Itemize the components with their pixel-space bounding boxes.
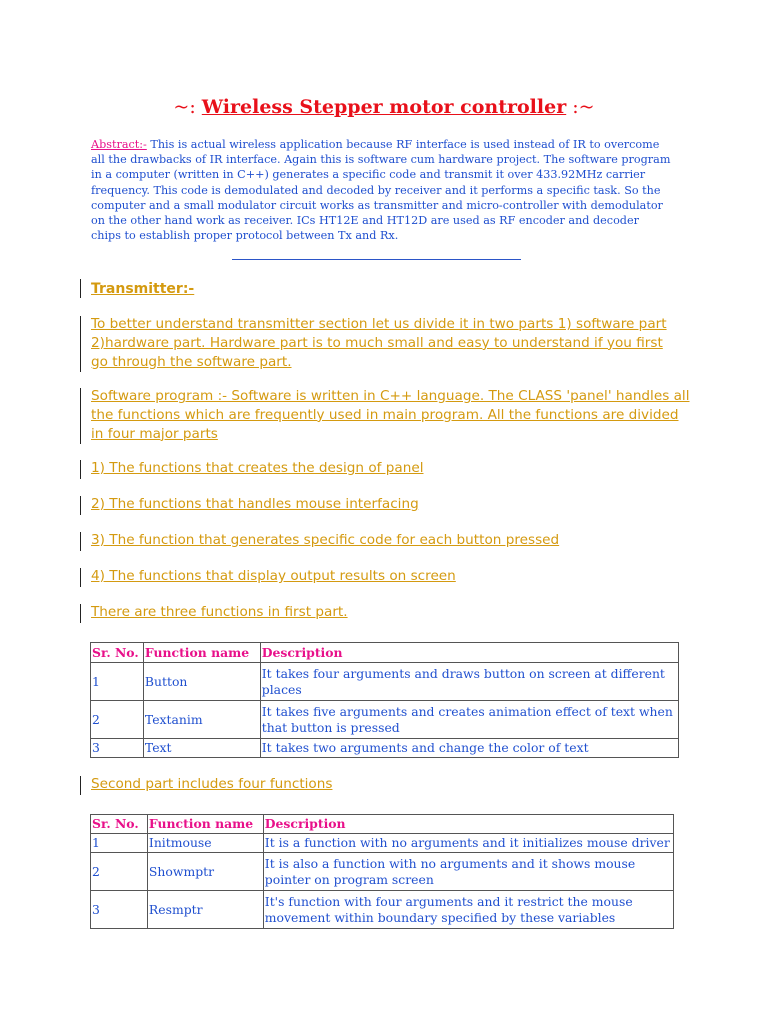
cell-sr-no: 2 <box>91 701 144 739</box>
cell-description: It takes five arguments and creates animation effect of text when that button is pressed <box>260 701 678 739</box>
cell-sr-no: 3 <box>91 891 148 929</box>
header-sr-no: Sr. No. <box>91 815 148 834</box>
table-header-row <box>91 815 674 834</box>
paragraph-marker <box>80 532 81 551</box>
paragraph-marker <box>80 568 81 587</box>
cell-function-name: Button <box>143 663 260 701</box>
paragraph-marker <box>80 316 81 372</box>
cell-sr-no: 3 <box>91 739 144 758</box>
abstract-paragraph <box>91 137 671 243</box>
software-program-paragraph: Software program :- Software is written in C++ language. The CLASS 'panel' handles all the functions which are frequently used in main program. All the functions are divided in four major parts <box>91 388 690 442</box>
cell-sr-no: 1 <box>91 834 148 853</box>
header-description: Description <box>263 815 673 834</box>
cell-function-name: Textanim <box>143 701 260 739</box>
section-divider <box>232 259 521 260</box>
first-part-functions-table <box>90 642 679 758</box>
table-row <box>91 701 679 739</box>
first-part-intro: There are three functions in first part. <box>91 604 348 620</box>
header-function-name: Function name <box>147 815 263 834</box>
header-sr-no: Sr. No. <box>91 643 144 663</box>
cell-function-name: Text <box>143 739 260 758</box>
abstract-label: Abstract:- <box>91 138 147 151</box>
title-prefix: ~: <box>173 96 202 118</box>
document-title <box>0 94 768 120</box>
cell-sr-no: 2 <box>91 853 148 891</box>
paragraph-marker <box>80 776 81 795</box>
second-part-intro: Second part includes four functions <box>91 776 333 792</box>
header-function-name: Function name <box>143 643 260 663</box>
paragraph-marker <box>80 604 81 623</box>
cell-description: It is a function with no arguments and it initializes mouse driver <box>263 834 673 853</box>
cell-function-name: Showmptr <box>147 853 263 891</box>
paragraph-marker <box>80 279 81 298</box>
header-description: Description <box>260 643 678 663</box>
table-row <box>91 891 674 929</box>
table-row <box>91 663 679 701</box>
table-header-row <box>91 643 679 663</box>
table-row <box>91 834 674 853</box>
abstract-text: This is actual wireless application because RF interface is used instead of IR to overcome all the drawbacks of IR interface. Again this is software cum hardware project. The software program in a computer (written in C++) generates a specific code and transmit it over 433.92MHz carrier frequency. This code is demodulated and decoded by receiver and it performs a specific task. So the computer and a small modulator circuit works as transmitter and micro-controller with demodulator on the other hand work as receiver. ICs HT12E and HT12D are used as RF encoder and decoder chips to establish proper protocol between Tx and Rx. <box>91 138 671 243</box>
paragraph-marker <box>80 460 81 479</box>
title-main: Wireless Stepper motor controller <box>201 96 567 118</box>
paragraph-marker <box>80 388 81 444</box>
part-3-item: 3) The function that generates specific code for each button pressed <box>91 532 560 548</box>
table-row <box>91 853 674 891</box>
paragraph-marker <box>80 496 81 515</box>
cell-function-name: Resmptr <box>147 891 263 929</box>
cell-function-name: Initmouse <box>147 834 263 853</box>
cell-description: It takes two arguments and change the color of text <box>260 739 678 758</box>
cell-description: It's function with four arguments and it restrict the mouse movement within boundary specified by these variables <box>263 891 673 929</box>
part-4-item: 4) The functions that display output results on screen <box>91 568 456 584</box>
part-2-item: 2) The functions that handles mouse interfacing <box>91 496 419 512</box>
transmitter-intro: To better understand transmitter section let us divide it in two parts 1) software part 2)hardware part. Hardware part is to much small and easy to understand if you first go through the software part. <box>91 316 667 370</box>
cell-sr-no: 1 <box>91 663 144 701</box>
cell-description: It takes four arguments and draws button on screen at different places <box>260 663 678 701</box>
title-suffix: :~ <box>566 96 595 118</box>
table-row <box>91 739 679 758</box>
transmitter-heading: Transmitter:- <box>91 281 195 297</box>
part-1-item: 1) The functions that creates the design of panel <box>91 460 424 476</box>
second-part-functions-table <box>90 814 674 929</box>
cell-description: It is also a function with no arguments and it shows mouse pointer on program screen <box>263 853 673 891</box>
